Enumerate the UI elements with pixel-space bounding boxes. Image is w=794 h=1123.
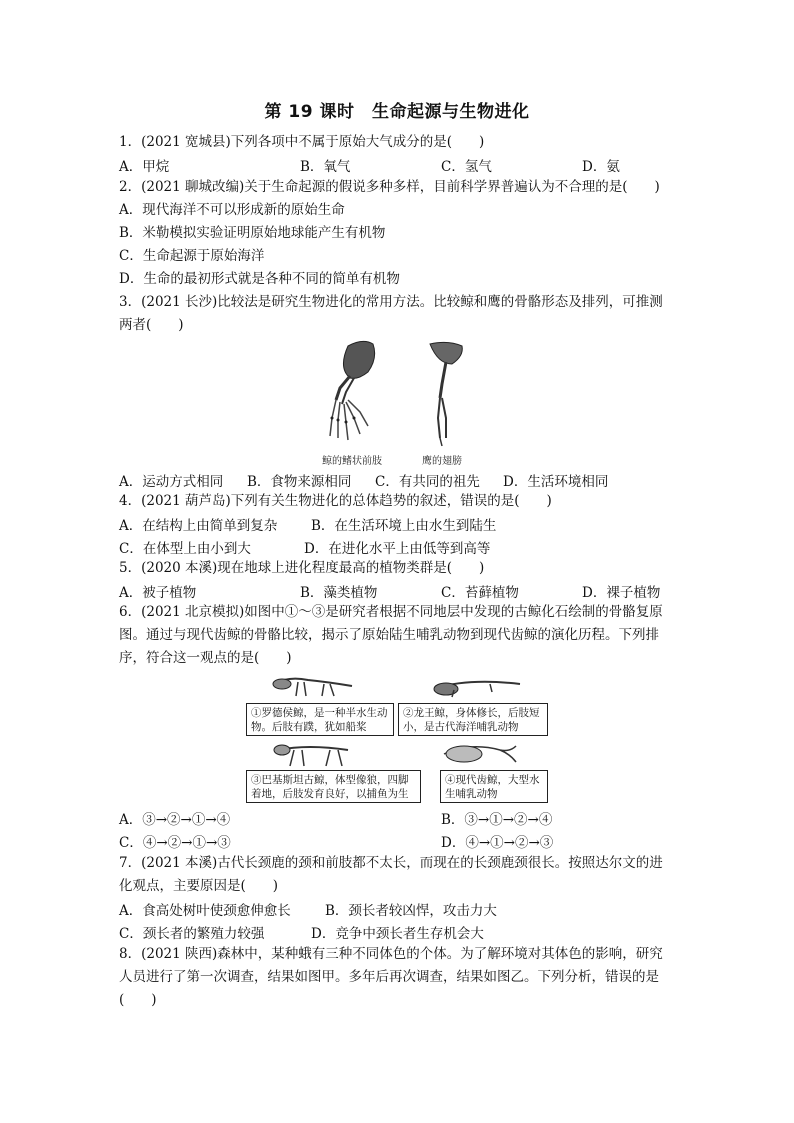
- q3-option-d: D．生活环境相同: [503, 474, 609, 490]
- q2-option-a: A．现代海洋不可以形成新的原始生命: [119, 202, 345, 218]
- q3-option-a: A．运动方式相同: [119, 474, 224, 490]
- q2-stem: 2．(2021 聊城改编)关于生命起源的假说多种多样，目前科学界普遍认为不合理的是( ): [119, 179, 660, 195]
- q5-option-a: A．被子植物: [119, 585, 197, 601]
- fossil-box-2: ②龙王鲸，身体修长，后肢短小，是古代海洋哺乳动物: [398, 703, 548, 736]
- q5-option-c: C．苔藓植物: [441, 585, 519, 601]
- whale-flipper-label: 鲸的鳍状前肢: [322, 456, 382, 467]
- q6-option-d: D．④→①→②→③: [441, 835, 554, 851]
- q6-option-a: A．③→②→①→④: [119, 812, 231, 828]
- q2-option-c: C．生命起源于原始海洋: [119, 248, 265, 264]
- q5-option-b: B．藻类植物: [300, 585, 378, 601]
- q2-option-d: D．生命的最初形式就是各种不同的简单有机物: [119, 271, 400, 287]
- q8-stem-line3: ( ): [119, 992, 157, 1008]
- fossil-box-4: ④现代齿鲸，大型水生哺乳动物: [440, 770, 548, 803]
- fossil-box-3: ③巴基斯坦古鲸，体型像狼，四脚着地，后肢发育良好，以捕鱼为生: [246, 770, 421, 803]
- q3-option-b: B．食物来源相同: [247, 474, 352, 490]
- q1-option-a: A．甲烷: [119, 159, 170, 175]
- q1-stem: 1．(2021 宽城县)下列各项中不属于原始大气成分的是( ): [119, 134, 485, 150]
- q3-option-c: C．有共同的祖先: [375, 474, 480, 490]
- eagle-wing-figure: [418, 338, 478, 448]
- q6-option-c: C．④→②→①→③: [119, 835, 231, 851]
- q1-option-d: D．氨: [582, 159, 620, 175]
- q4-option-d: D．在进化水平上由低等到高等: [304, 541, 491, 557]
- q2-option-b: B．米勒模拟实验证明原始地球能产生有机物: [119, 225, 386, 241]
- q8-stem-line1: 8．(2021 陕西)森林中，某种蛾有三种不同体色的个体。为了解环境对其体色的影响，研究: [119, 946, 663, 962]
- q7-option-c: C．颈长者的繁殖力较强: [119, 926, 265, 942]
- q6-stem-line2: 图。通过与现代齿鲸的骨骼比较，揭示了原始陆生哺乳动物到现代齿鲸的演化历程。下列排: [119, 627, 659, 643]
- q1-option-c: C．氢气: [441, 159, 492, 175]
- q7-stem-line1: 7．(2021 本溪)古代长颈鹿的颈和前肢都不太长，而现在的长颈鹿颈很长。按照达尔文的进: [119, 855, 663, 871]
- q5-stem: 5．(2020 本溪)现在地球上进化程度最高的植物类群是( ): [119, 560, 485, 576]
- page-title: 第 19 课时 生命起源与生物进化: [264, 102, 530, 122]
- rodhocetus-skeleton-figure: [268, 672, 358, 700]
- q4-option-a: A．在结构上由简单到复杂: [119, 518, 278, 534]
- q1-option-b: B．氧气: [300, 159, 351, 175]
- q6-stem-line3: 序，符合这一观点的是( ): [119, 650, 292, 666]
- q7-option-a: A．食高处树叶使颈愈伸愈长: [119, 903, 291, 919]
- q8-stem-line2: 人员进行了第一次调查，结果如图甲。多年后再次调查，结果如图乙。下列分析，错误的是: [119, 969, 659, 985]
- basilosaurus-skeleton-figure: [430, 672, 525, 700]
- whale-flipper-figure: [318, 338, 408, 448]
- q4-stem: 4．(2021 葫芦岛)下列有关生物进化的总体趋势的叙述，错误的是( ): [119, 493, 552, 509]
- q7-stem-line2: 化观点，主要原因是( ): [119, 878, 279, 894]
- modern-toothed-whale-skeleton-figure: [440, 740, 520, 768]
- q7-option-b: B．颈长者较凶悍，攻击力大: [325, 903, 497, 919]
- q7-option-d: D．竞争中颈长者生存机会大: [311, 926, 484, 942]
- q3-stem-line2: 两者( ): [119, 317, 184, 333]
- q4-option-c: C．在体型上由小到大: [119, 541, 251, 557]
- eagle-wing-label: 鹰的翅膀: [422, 456, 462, 467]
- fossil-box-1: ①罗德侯鲸，是一种半水生动物。后肢有蹼，犹如船桨: [246, 703, 394, 736]
- q4-option-b: B．在生活环境上由水生到陆生: [311, 518, 497, 534]
- q6-stem-line1: 6．(2021 北京模拟)如图中①～③是研究者根据不同地层中发现的古鲸化石绘制的骨骼复原: [119, 604, 663, 620]
- q6-option-b: B．③→①→②→④: [441, 812, 553, 828]
- q3-stem-line1: 3．(2021 长沙)比较法是研究生物进化的常用方法。比较鲸和鹰的骨骼形态及排列，可推测: [119, 294, 663, 310]
- pakicetus-skeleton-figure: [268, 740, 358, 768]
- q5-option-d: D．裸子植物: [582, 585, 661, 601]
